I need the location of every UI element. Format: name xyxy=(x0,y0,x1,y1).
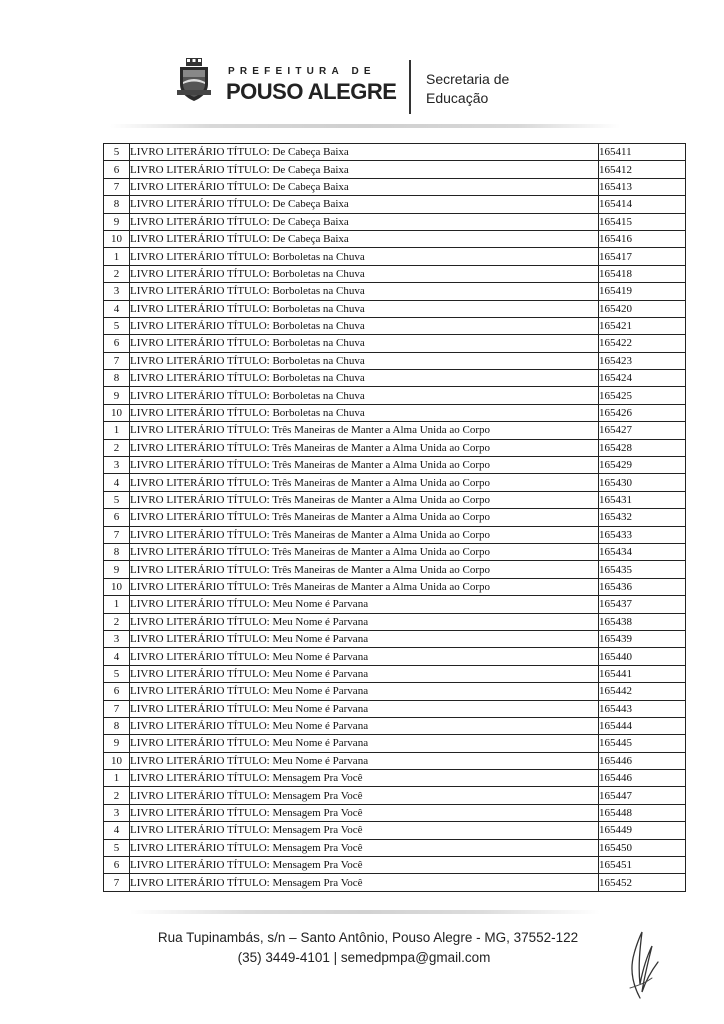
item-number: 6 xyxy=(104,161,130,178)
item-description: LIVRO LITERÁRIO TÍTULO: Meu Nome é Parvana xyxy=(130,630,599,647)
footer-address: Rua Tupinambás, s/n – Santo Antônio, Pouso Alegre - MG, 37552-122 xyxy=(157,930,579,945)
table-row xyxy=(104,387,686,404)
table-row xyxy=(104,613,686,630)
item-code: 165415 xyxy=(599,213,686,230)
item-description: LIVRO LITERÁRIO TÍTULO: Borboletas na Chuva xyxy=(130,370,599,387)
item-description: LIVRO LITERÁRIO TÍTULO: Meu Nome é Parvana xyxy=(130,752,599,769)
item-number: 6 xyxy=(104,857,130,874)
item-description: LIVRO LITERÁRIO TÍTULO: Três Maneiras de Manter a Alma Unida ao Corpo xyxy=(130,578,599,595)
handwritten-signature xyxy=(618,928,662,1004)
table-row xyxy=(104,457,686,474)
item-code: 165452 xyxy=(599,874,686,891)
header-rule xyxy=(110,124,620,128)
header-divider xyxy=(409,60,411,114)
table-row xyxy=(104,474,686,491)
table-row xyxy=(104,752,686,769)
item-description: LIVRO LITERÁRIO TÍTULO: Meu Nome é Parvana xyxy=(130,613,599,630)
item-number: 10 xyxy=(104,230,130,247)
item-description: LIVRO LITERÁRIO TÍTULO: Borboletas na Chuva xyxy=(130,300,599,317)
item-description: LIVRO LITERÁRIO TÍTULO: Borboletas na Chuva xyxy=(130,265,599,282)
item-number: 6 xyxy=(104,683,130,700)
letterhead xyxy=(0,52,724,116)
item-code: 165417 xyxy=(599,248,686,265)
table-row xyxy=(104,230,686,247)
table-row xyxy=(104,335,686,352)
item-number: 2 xyxy=(104,613,130,630)
item-number: 10 xyxy=(104,578,130,595)
item-code: 165431 xyxy=(599,491,686,508)
item-code: 165411 xyxy=(599,144,686,161)
item-description: LIVRO LITERÁRIO TÍTULO: Mensagem Pra Você xyxy=(130,804,599,821)
table-row xyxy=(104,735,686,752)
item-number: 7 xyxy=(104,874,130,891)
table-row xyxy=(104,787,686,804)
table-row xyxy=(104,491,686,508)
department-name xyxy=(426,70,509,108)
item-description: LIVRO LITERÁRIO TÍTULO: Três Maneiras de Manter a Alma Unida ao Corpo xyxy=(130,491,599,508)
table-row xyxy=(104,422,686,439)
item-description: LIVRO LITERÁRIO TÍTULO: Meu Nome é Parvana xyxy=(130,596,599,613)
item-code: 165419 xyxy=(599,283,686,300)
city-name: POUSO ALEGRE xyxy=(226,79,397,104)
item-code: 165440 xyxy=(599,648,686,665)
item-number: 6 xyxy=(104,509,130,526)
item-code: 165433 xyxy=(599,526,686,543)
item-number: 4 xyxy=(104,474,130,491)
item-code: 165427 xyxy=(599,422,686,439)
table-row xyxy=(104,248,686,265)
item-description: LIVRO LITERÁRIO TÍTULO: Três Maneiras de Manter a Alma Unida ao Corpo xyxy=(130,457,599,474)
prefeitura-label: PREFEITURA DE xyxy=(228,66,376,77)
item-number: 9 xyxy=(104,735,130,752)
department-line-2: Educação xyxy=(426,90,489,106)
item-number: 1 xyxy=(104,770,130,787)
item-description: LIVRO LITERÁRIO TÍTULO: Mensagem Pra Você xyxy=(130,874,599,891)
table-row xyxy=(104,404,686,421)
table-row xyxy=(104,665,686,682)
table-row xyxy=(104,839,686,856)
item-number: 8 xyxy=(104,543,130,560)
item-code: 165424 xyxy=(599,370,686,387)
coat-of-arms-icon xyxy=(177,58,211,102)
item-code: 165414 xyxy=(599,196,686,213)
table-row xyxy=(104,161,686,178)
item-description: LIVRO LITERÁRIO TÍTULO: De Cabeça Baixa xyxy=(130,161,599,178)
item-number: 7 xyxy=(104,700,130,717)
item-description: LIVRO LITERÁRIO TÍTULO: Meu Nome é Parvana xyxy=(130,683,599,700)
item-number: 1 xyxy=(104,248,130,265)
item-number: 7 xyxy=(104,352,130,369)
item-code: 165448 xyxy=(599,804,686,821)
item-number: 2 xyxy=(104,265,130,282)
table-row xyxy=(104,300,686,317)
item-number: 8 xyxy=(104,717,130,734)
items-table-body xyxy=(104,144,686,892)
item-number: 7 xyxy=(104,526,130,543)
item-number: 4 xyxy=(104,300,130,317)
item-number: 10 xyxy=(104,752,130,769)
item-description: LIVRO LITERÁRIO TÍTULO: Borboletas na Chuva xyxy=(130,352,599,369)
item-code: 165443 xyxy=(599,700,686,717)
table-row xyxy=(104,596,686,613)
table-row xyxy=(104,561,686,578)
item-code: 165420 xyxy=(599,300,686,317)
item-description: LIVRO LITERÁRIO TÍTULO: De Cabeça Baixa xyxy=(130,178,599,195)
item-code: 165449 xyxy=(599,822,686,839)
item-description: LIVRO LITERÁRIO TÍTULO: Três Maneiras de Manter a Alma Unida ao Corpo xyxy=(130,543,599,560)
item-number: 8 xyxy=(104,370,130,387)
item-code: 165438 xyxy=(599,613,686,630)
table-row xyxy=(104,630,686,647)
item-description: LIVRO LITERÁRIO TÍTULO: De Cabeça Baixa xyxy=(130,213,599,230)
table-row xyxy=(104,543,686,560)
footer-contact: (35) 3449-4101 | semedpmpa@gmail.com xyxy=(237,950,491,965)
table-row xyxy=(104,213,686,230)
table-row xyxy=(104,526,686,543)
item-description: LIVRO LITERÁRIO TÍTULO: Borboletas na Chuva xyxy=(130,283,599,300)
item-code: 165425 xyxy=(599,387,686,404)
department-line-1: Secretaria de xyxy=(426,71,510,87)
table-row xyxy=(104,578,686,595)
footer-rule xyxy=(130,910,600,914)
item-code: 165450 xyxy=(599,839,686,856)
items-table xyxy=(103,143,686,892)
table-row xyxy=(104,178,686,195)
item-code: 165421 xyxy=(599,317,686,334)
item-description: LIVRO LITERÁRIO TÍTULO: Três Maneiras de Manter a Alma Unida ao Corpo xyxy=(130,526,599,543)
item-number: 10 xyxy=(104,404,130,421)
table-row xyxy=(104,509,686,526)
item-code: 165423 xyxy=(599,352,686,369)
item-number: 1 xyxy=(104,422,130,439)
item-code: 165430 xyxy=(599,474,686,491)
item-number: 4 xyxy=(104,822,130,839)
item-code: 165441 xyxy=(599,665,686,682)
item-code: 165429 xyxy=(599,457,686,474)
item-description: LIVRO LITERÁRIO TÍTULO: Meu Nome é Parvana xyxy=(130,665,599,682)
item-number: 5 xyxy=(104,317,130,334)
item-description: LIVRO LITERÁRIO TÍTULO: Três Maneiras de Manter a Alma Unida ao Corpo xyxy=(130,561,599,578)
item-code: 165451 xyxy=(599,857,686,874)
table-row xyxy=(104,683,686,700)
item-description: LIVRO LITERÁRIO TÍTULO: Mensagem Pra Você xyxy=(130,770,599,787)
item-code: 165446 xyxy=(599,752,686,769)
table-row xyxy=(104,265,686,282)
table-row xyxy=(104,857,686,874)
table-row xyxy=(104,283,686,300)
item-description: LIVRO LITERÁRIO TÍTULO: Borboletas na Chuva xyxy=(130,387,599,404)
item-code: 165426 xyxy=(599,404,686,421)
table-row xyxy=(104,439,686,456)
item-code: 165412 xyxy=(599,161,686,178)
item-number: 2 xyxy=(104,787,130,804)
item-description: LIVRO LITERÁRIO TÍTULO: Mensagem Pra Você xyxy=(130,787,599,804)
item-code: 165413 xyxy=(599,178,686,195)
item-description: LIVRO LITERÁRIO TÍTULO: Três Maneiras de Manter a Alma Unida ao Corpo xyxy=(130,509,599,526)
item-number: 3 xyxy=(104,457,130,474)
table-row xyxy=(104,370,686,387)
item-number: 1 xyxy=(104,596,130,613)
item-code: 165436 xyxy=(599,578,686,595)
table-row xyxy=(104,822,686,839)
item-description: LIVRO LITERÁRIO TÍTULO: Meu Nome é Parvana xyxy=(130,717,599,734)
table-row xyxy=(104,700,686,717)
item-code: 165442 xyxy=(599,683,686,700)
item-description: LIVRO LITERÁRIO TÍTULO: De Cabeça Baixa xyxy=(130,196,599,213)
table-row xyxy=(104,648,686,665)
item-code: 165422 xyxy=(599,335,686,352)
item-number: 6 xyxy=(104,335,130,352)
item-code: 165428 xyxy=(599,439,686,456)
item-number: 3 xyxy=(104,630,130,647)
item-code: 165445 xyxy=(599,735,686,752)
item-number: 5 xyxy=(104,665,130,682)
item-code: 165444 xyxy=(599,717,686,734)
item-number: 9 xyxy=(104,561,130,578)
item-number: 5 xyxy=(104,839,130,856)
item-number: 3 xyxy=(104,804,130,821)
item-code: 165439 xyxy=(599,630,686,647)
item-description: LIVRO LITERÁRIO TÍTULO: Três Maneiras de Manter a Alma Unida ao Corpo xyxy=(130,422,599,439)
table-row xyxy=(104,717,686,734)
item-description: LIVRO LITERÁRIO TÍTULO: De Cabeça Baixa xyxy=(130,144,599,161)
item-description: LIVRO LITERÁRIO TÍTULO: Meu Nome é Parvana xyxy=(130,735,599,752)
item-description: LIVRO LITERÁRIO TÍTULO: Borboletas na Chuva xyxy=(130,404,599,421)
item-code: 165435 xyxy=(599,561,686,578)
table-row xyxy=(104,352,686,369)
item-description: LIVRO LITERÁRIO TÍTULO: Mensagem Pra Você xyxy=(130,822,599,839)
item-code: 165432 xyxy=(599,509,686,526)
item-number: 8 xyxy=(104,196,130,213)
item-number: 5 xyxy=(104,144,130,161)
item-description: LIVRO LITERÁRIO TÍTULO: Mensagem Pra Você xyxy=(130,857,599,874)
item-number: 9 xyxy=(104,213,130,230)
table-row xyxy=(104,317,686,334)
item-description: LIVRO LITERÁRIO TÍTULO: Meu Nome é Parvana xyxy=(130,648,599,665)
item-number: 9 xyxy=(104,387,130,404)
item-code: 165416 xyxy=(599,230,686,247)
item-code: 165447 xyxy=(599,787,686,804)
item-code: 165437 xyxy=(599,596,686,613)
item-number: 4 xyxy=(104,648,130,665)
item-description: LIVRO LITERÁRIO TÍTULO: Borboletas na Chuva xyxy=(130,335,599,352)
table-row xyxy=(104,804,686,821)
item-code: 165418 xyxy=(599,265,686,282)
item-description: LIVRO LITERÁRIO TÍTULO: Três Maneiras de Manter a Alma Unida ao Corpo xyxy=(130,439,599,456)
item-code: 165446 xyxy=(599,770,686,787)
table-row xyxy=(104,770,686,787)
item-code: 165434 xyxy=(599,543,686,560)
item-description: LIVRO LITERÁRIO TÍTULO: Mensagem Pra Você xyxy=(130,839,599,856)
item-description: LIVRO LITERÁRIO TÍTULO: Meu Nome é Parvana xyxy=(130,700,599,717)
table-row xyxy=(104,144,686,161)
item-description: LIVRO LITERÁRIO TÍTULO: De Cabeça Baixa xyxy=(130,230,599,247)
item-description: LIVRO LITERÁRIO TÍTULO: Borboletas na Chuva xyxy=(130,248,599,265)
item-description: LIVRO LITERÁRIO TÍTULO: Borboletas na Chuva xyxy=(130,317,599,334)
table-row xyxy=(104,874,686,891)
item-description: LIVRO LITERÁRIO TÍTULO: Três Maneiras de Manter a Alma Unida ao Corpo xyxy=(130,474,599,491)
item-number: 5 xyxy=(104,491,130,508)
item-number: 2 xyxy=(104,439,130,456)
footer xyxy=(0,928,724,968)
item-number: 3 xyxy=(104,283,130,300)
item-number: 7 xyxy=(104,178,130,195)
table-row xyxy=(104,196,686,213)
